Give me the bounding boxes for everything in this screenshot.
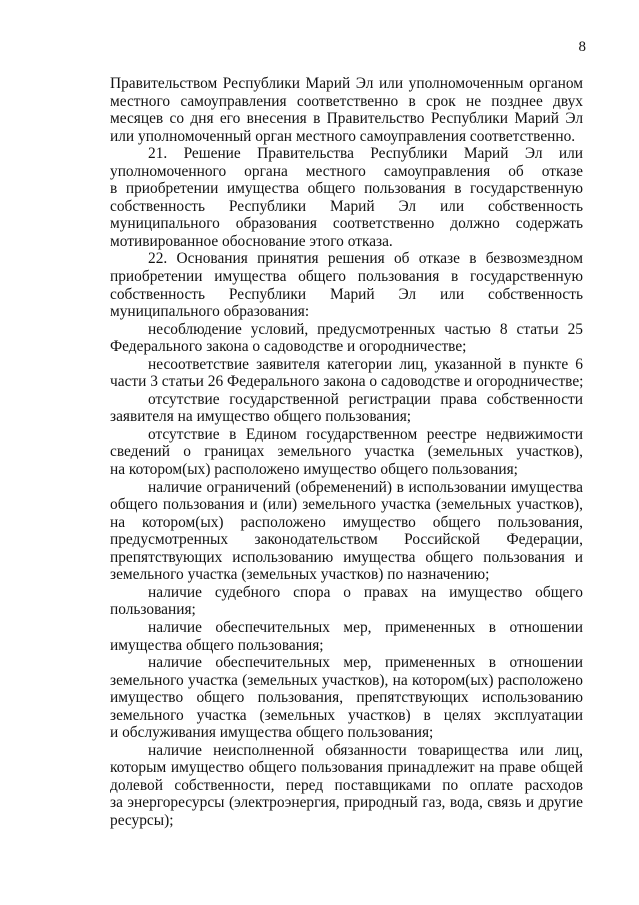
text-line: ресурсы); xyxy=(110,811,174,829)
text-line: предусмотренных законодательством Российской Федерации, xyxy=(110,531,583,549)
text-line: собственность Республики Марий Эл или собственность xyxy=(110,285,583,303)
text-line: долевой собственности, перед поставщиками по оплате расходов xyxy=(110,776,583,794)
text-line: в приобретении имущества общего пользования в государственную xyxy=(110,180,583,198)
text-line: и обслуживания имущества общего пользования; xyxy=(110,724,434,742)
text-line: имущество общего пользования, препятствующих использованию xyxy=(110,689,583,707)
text-line: отсутствие государственной регистрации права собственности xyxy=(148,390,583,408)
text-line: препятствующих использованию имущества общего пользования и xyxy=(110,548,583,566)
text-line: муниципального образования соответственно должно содержать xyxy=(110,215,583,233)
text-line: наличие неисполненной обязанности товарищества или лиц, xyxy=(148,741,583,759)
text-line: мотивированное обоснование этого отказа. xyxy=(110,232,393,250)
text-line: муниципального образования: xyxy=(110,303,310,321)
text-line: имущества общего пользования; xyxy=(110,636,324,654)
text-line: наличие обеспечительных мер, примененных в отношении xyxy=(148,618,583,636)
text-line: наличие судебного спора о правах на имущество общего xyxy=(148,583,583,601)
text-line: наличие ограничений (обременений) в использовании имущества xyxy=(148,478,583,496)
text-line: на котором(ых) расположено имущество общего пользования, xyxy=(110,513,583,531)
text-line: заявителя на имущество общего пользования; xyxy=(110,408,412,426)
text-line: земельного участка (земельных участков), на котором(ых) расположено xyxy=(110,671,583,689)
text-line: части 3 статьи 26 Федерального закона о садоводстве и огородничестве; xyxy=(110,373,583,391)
text-line: месяцев со дня его внесения в Правительство Республики Марий Эл xyxy=(110,110,583,128)
text-line: отсутствие в Едином государственном реестре недвижимости xyxy=(148,425,583,443)
text-line: земельного участка (земельных участков) по назначению; xyxy=(110,566,490,584)
text-line: наличие обеспечительных мер, примененных в отношении xyxy=(148,654,583,672)
text-line: местного самоуправления соответственно в срок не позднее двух xyxy=(110,92,583,110)
text-line: несоответствие заявителя категории лиц, указанной в пункте 6 xyxy=(148,355,583,373)
text-line: за энергоресурсы (электроэнергия, природный газ, вода, связь и другие xyxy=(110,794,583,812)
text-line: несоблюдение условий, предусмотренных частью 8 статьи 25 xyxy=(148,320,583,338)
text-line: приобретении имущества общего пользования в государственную xyxy=(110,268,583,286)
text-line: сведений о границах земельного участка (земельных участков), xyxy=(110,443,583,461)
text-line: Правительством Республики Марий Эл или уполномоченным органом xyxy=(110,75,583,92)
text-line: Федерального закона о садоводстве и огородничестве; xyxy=(110,338,467,356)
text-line: которым имущество общего пользования принадлежит на праве общей xyxy=(110,759,583,777)
text-line: земельного участка (земельных участков) в целях эксплуатации xyxy=(110,706,583,724)
text-line: собственность Республики Марий Эл или собственность xyxy=(110,197,583,215)
text-line: 21. Решение Правительства Республики Марий Эл или xyxy=(148,145,583,163)
text-line: или уполномоченный орган местного самоуправления соответственно. xyxy=(110,127,576,145)
text-line: на котором(ых) расположено имущество общего пользования; xyxy=(110,461,518,479)
text-line: 22. Основания принятия решения об отказе в безвозмездном xyxy=(148,250,583,268)
text-line: уполномоченного органа местного самоуправления об отказе xyxy=(110,162,583,180)
document-body xyxy=(110,75,583,830)
page-number: 8 xyxy=(578,39,586,55)
text-line: пользования; xyxy=(110,601,196,619)
text-line: общего пользования и (или) земельного участка (земельных участков), xyxy=(110,496,583,514)
